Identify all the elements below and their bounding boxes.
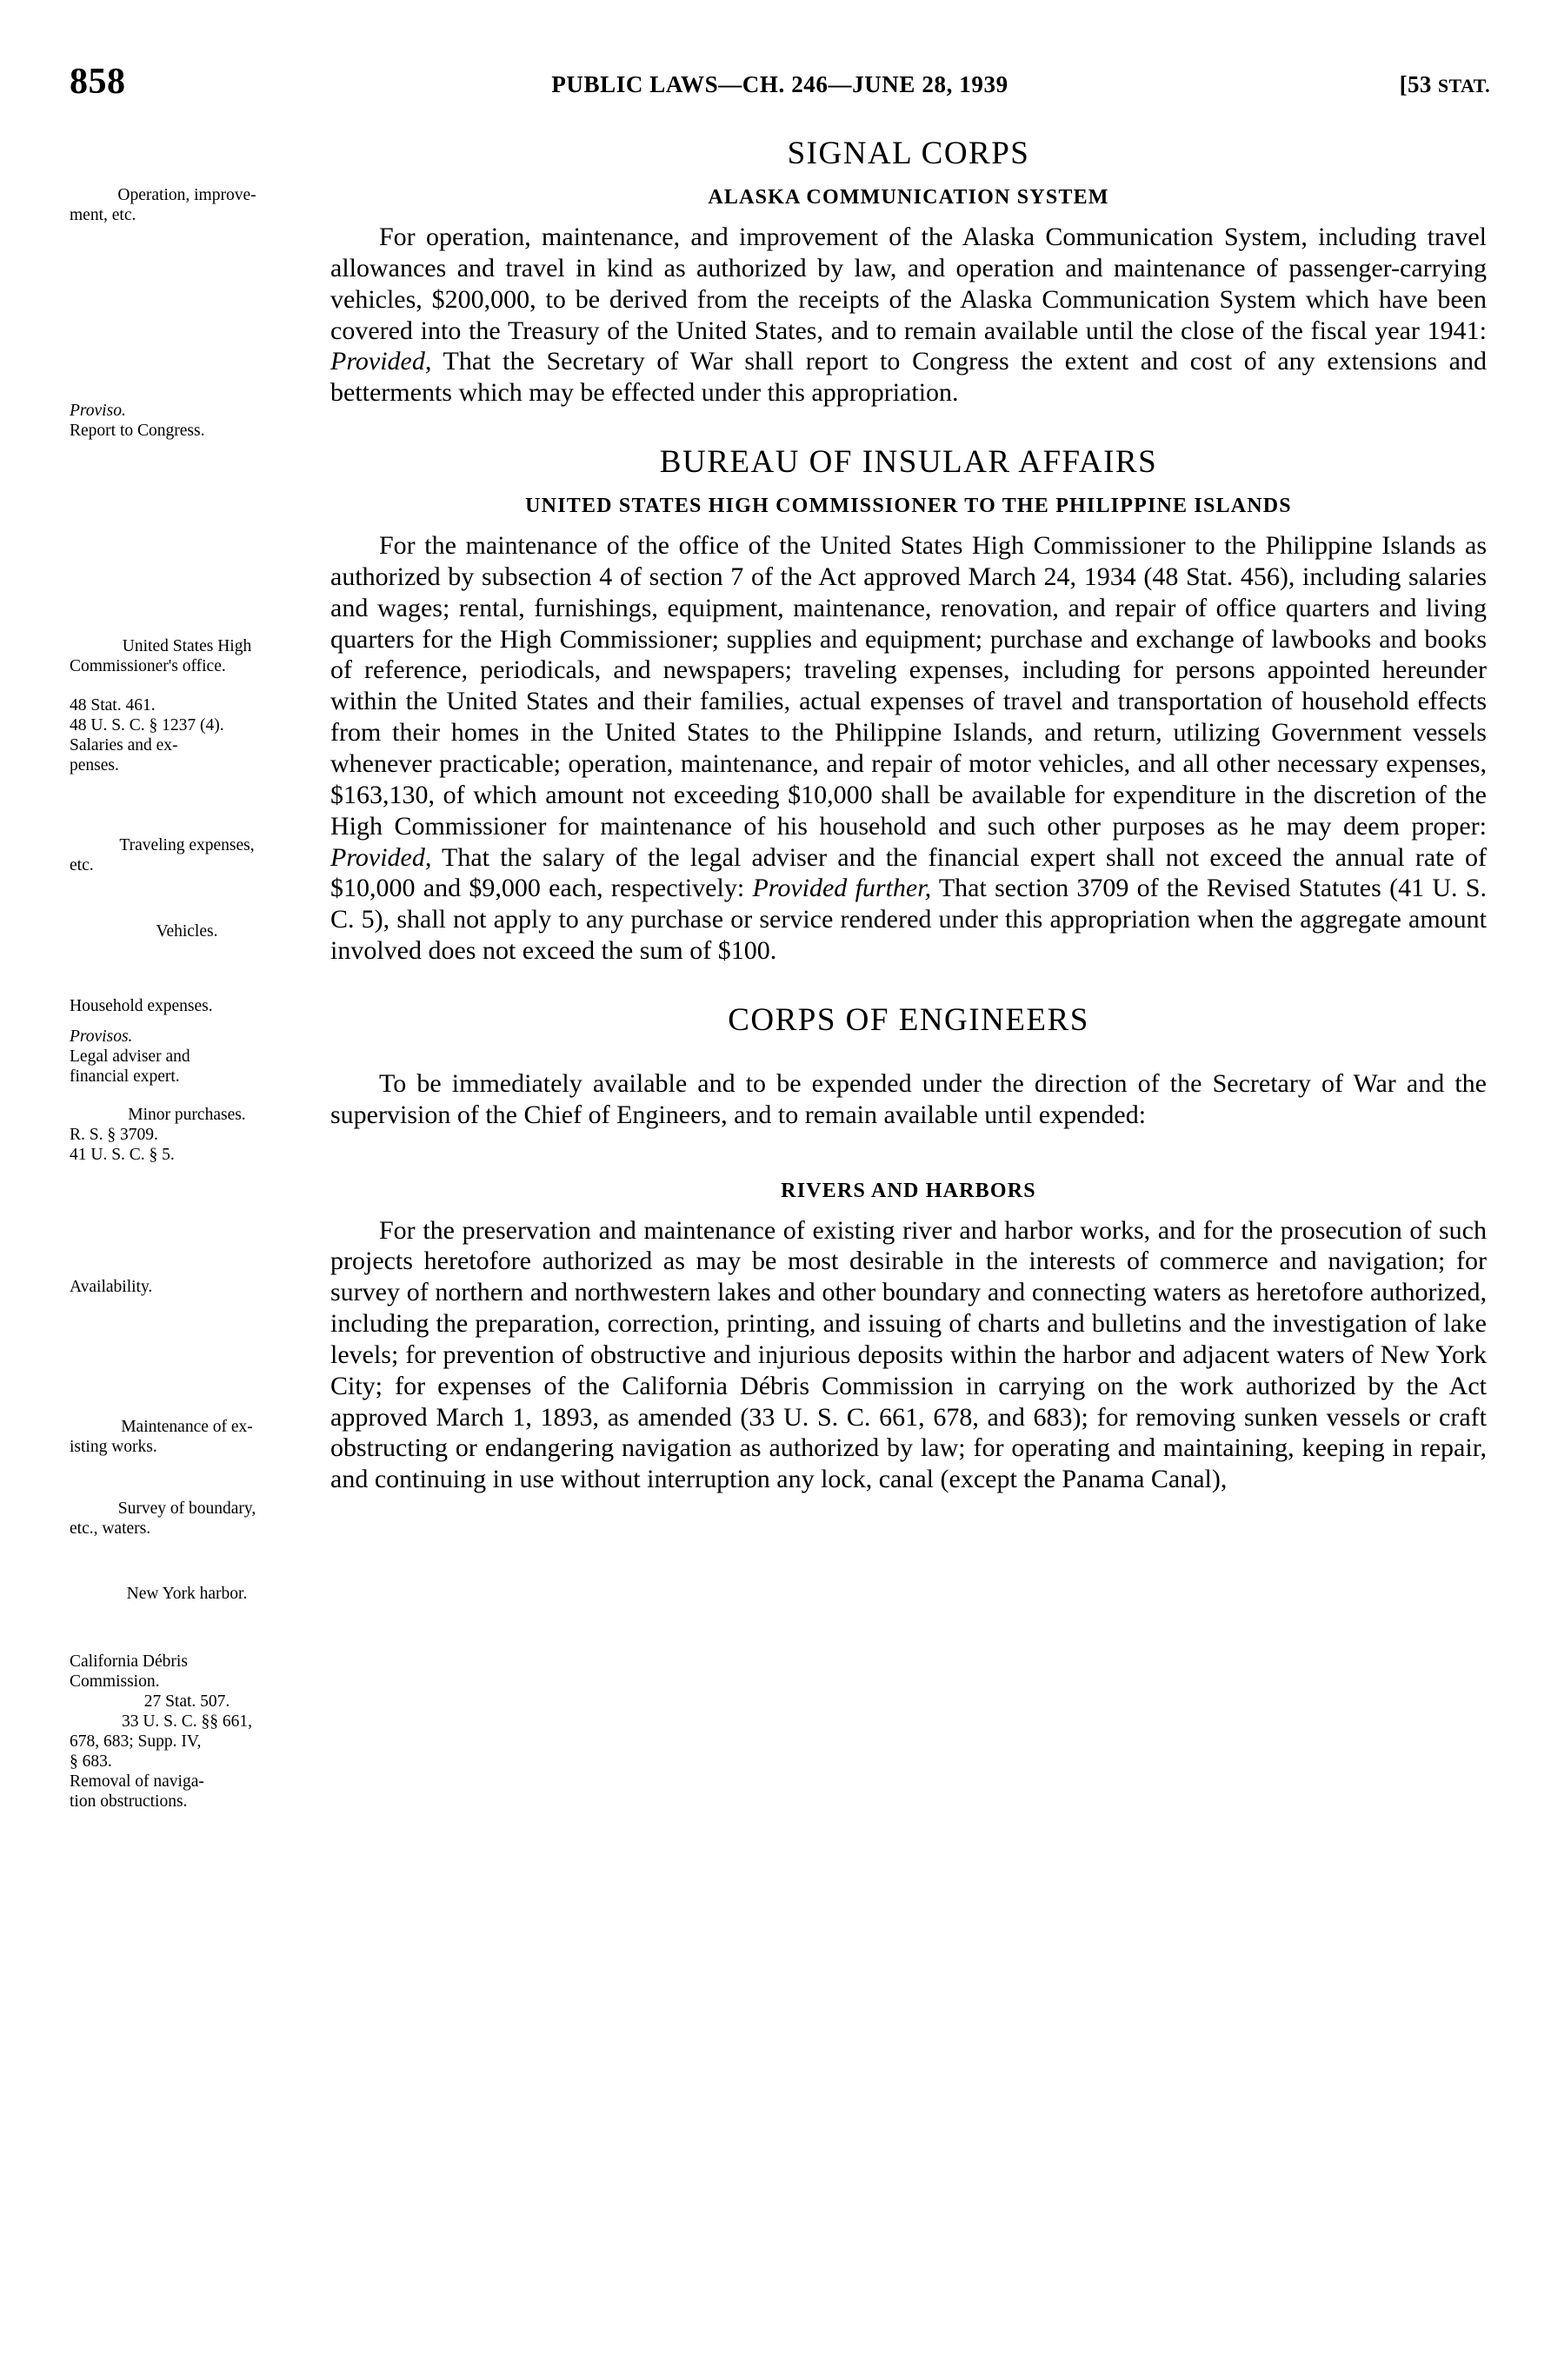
margin-note-line: etc., waters. [70, 1519, 151, 1538]
paragraph-high-commissioner: For the maintenance of the office of the United States High Commissioner to the Philippine Islands as authorized by subsection 4 of section 7 of the Act approved March 24, 1934 (48 Stat. 456), including salaries and wages; rental, furnishings, equipment, maintenance, renovation, and repair of office quarters and living quarters for the High Commissioner; supplies and equipment; purchase and exchange of lawbooks and books of reference, periodicals, and newspapers; traveling expenses, including for persons appointed hereunder within the United States and their families, actual expenses of travel and transportation of household effects from their homes in the United States to the Philippine Islands, and return, utilizing Government vessels whenever practicable; operation, maintenance, and repair of motor vehicles, and all other necessary expenses, $163,130, of which amount not exceeding $10,000 shall be available for expenditure in the discretion of the High Commissioner for maintenance of his household and such other purposes as he may deem proper: Provided, That the salary of the legal adviser and the financial expert shall not exceed the annual rate of $10,000 and $9,000 each, respectively: Provided further, That section 3709 of the Revised Statutes (41 U. S. C. 5), shall not apply to any purchase or service rendered under this appropriation when the aggregate amount involved does not exceed the sum of $100. [330, 531, 1487, 966]
margin-note-line: § 683. [70, 1752, 112, 1771]
paragraph-rivers-and-harbors: For the preservation and maintenance of existing river and harbor works, and for the prosecution of such projects heretofore authorized as may be most desirable in the interests of commerce and navigation; for survey of northern and northwestern lakes and other boundary and connecting waters as heretofore authorized, including the preparation, correction, printing, and issuing of charts and bulletins and the investigation of lake levels; for prevention of obstructive and injurious deposits within the harbor and adjacent waters of New York City; for expenses of the California Débris Commission in carrying on the work authorized by the Act approved March 1, 1893, as amended (33 U. S. C. 661, 678, and 683); for removing sunken vessels or craft obstructing or endangering navigation as authorized by law; for operating and maintaining, keeping in repair, and continuing in use without interruption any lock, canal (except the Panama Canal), [330, 1215, 1487, 1494]
main-text-column [330, 135, 1487, 1495]
margin-note-minor-purchases [70, 1105, 304, 1165]
margin-note-provisos-legal-adviser [70, 1027, 304, 1087]
stat-label: STAT. [1437, 75, 1490, 96]
margin-note-line: tion obstructions. [70, 1792, 188, 1811]
margin-note-survey-boundary-waters [70, 1499, 304, 1539]
margin-note-line: ment, etc. [70, 206, 136, 224]
margin-note-line: Provisos. [70, 1027, 133, 1046]
subheading-high-commissioner-philippines: UNITED STATES HIGH COMMISSIONER TO THE PHILIPPINE ISLANDS [525, 495, 1292, 518]
margin-note-line: Legal adviser and [70, 1047, 190, 1066]
margin-note-line: Commission. [70, 1672, 160, 1691]
margin-note-line: Survey of boundary, [117, 1499, 256, 1518]
margin-note-line: California Débris [70, 1652, 188, 1671]
subheading-alaska-communication-system: ALASKA COMMUNICATION SYSTEM [708, 186, 1109, 209]
margin-note-line: Traveling expenses, [119, 836, 255, 854]
margin-note-line: 48 U. S. C. § 1237 (4). [70, 716, 224, 735]
two-column-wrapper [70, 135, 1487, 1811]
margin-note-operation-improvement [70, 185, 304, 225]
margin-note-proviso-report [70, 401, 304, 441]
margin-note-line: Proviso. [70, 402, 126, 420]
margin-note-line: 678, 683; Supp. IV, [70, 1732, 202, 1751]
margin-note-line: 27 Stat. 507. [143, 1692, 230, 1711]
paragraph-alaska-communication: For operation, maintenance, and improvement of the Alaska Communication System, including travel allowances and travel in kind as authorized by law, and operation and maintenance of passenger-carrying vehicles, $200,000, to be derived from the receipts of the Alaska Communication System which have been covered into the Treasury of the United States, and to remain available until the close of the fiscal year 1941: Provided, That the Secretary of War shall report to Congress the extent and cost of any extensions and betterments which may be effected under this appropriation. [330, 223, 1487, 408]
margin-note-traveling-expenses [70, 835, 304, 875]
volume-citation [1400, 71, 1490, 98]
page-body [70, 135, 1487, 1811]
margin-note-line: 33 U. S. C. §§ 661, [121, 1712, 253, 1731]
heading-corps-of-engineers: CORPS OF ENGINEERS [728, 1001, 1089, 1038]
margin-note-line: financial expert. [70, 1067, 180, 1086]
margin-note-line: New York harbor. [126, 1585, 248, 1603]
heading-bureau-insular-affairs: BUREAU OF INSULAR AFFAIRS [659, 444, 1158, 481]
heading-signal-corps: SIGNAL CORPS [787, 136, 1030, 171]
margin-note-line: Removal of naviga- [70, 1772, 204, 1791]
margin-note-stat-citations [70, 695, 304, 775]
page-header [70, 61, 1490, 113]
margin-note-line: R. S. § 3709. [70, 1126, 158, 1144]
margin-note-line: isting works. [70, 1438, 157, 1456]
margin-note-line: Operation, improve- [117, 186, 256, 204]
margin-note-maintenance-existing-works [70, 1417, 304, 1457]
margin-note-household-expenses [70, 996, 304, 1016]
margin-note-line: 41 U. S. C. § 5. [70, 1146, 175, 1164]
margin-note-line: Household expenses. [70, 997, 213, 1015]
margin-note-line: United States High [122, 637, 252, 655]
page-number: 858 [70, 62, 126, 102]
margin-note-line: Maintenance of ex- [121, 1418, 253, 1436]
volume-bracket: [53 [1399, 71, 1438, 97]
margin-note-line: Minor purchases. [128, 1106, 246, 1124]
running-head-title: PUBLIC LAWS—CH. 246—JUNE 28, 1939 [551, 71, 1008, 97]
margin-note-california-debris-commission [70, 1652, 304, 1812]
margin-note-us-high-commissioner-office [70, 636, 304, 676]
paragraph-availability: To be immediately available and to be expended under the direction of the Secretary of War and the supervision of the Chief of Engineers, and to remain available until expended: [330, 1068, 1487, 1129]
margin-note-line: Availability. [70, 1278, 153, 1296]
margin-note-availability [70, 1277, 304, 1297]
margin-note-line: Report to Congress. [70, 422, 205, 440]
margin-note-line: Vehicles. [156, 922, 218, 941]
margin-note-line: etc. [70, 856, 94, 874]
subheading-rivers-and-harbors: RIVERS AND HARBORS [781, 1179, 1036, 1202]
margin-note-vehicles [70, 921, 304, 941]
margin-note-line: Commissioner's office. [70, 657, 226, 675]
margin-note-line: penses. [70, 756, 119, 774]
margin-note-line: 48 Stat. 461. [70, 696, 156, 715]
margin-note-new-york-harbor [70, 1584, 304, 1604]
margin-note-line: Salaries and ex- [70, 736, 178, 755]
